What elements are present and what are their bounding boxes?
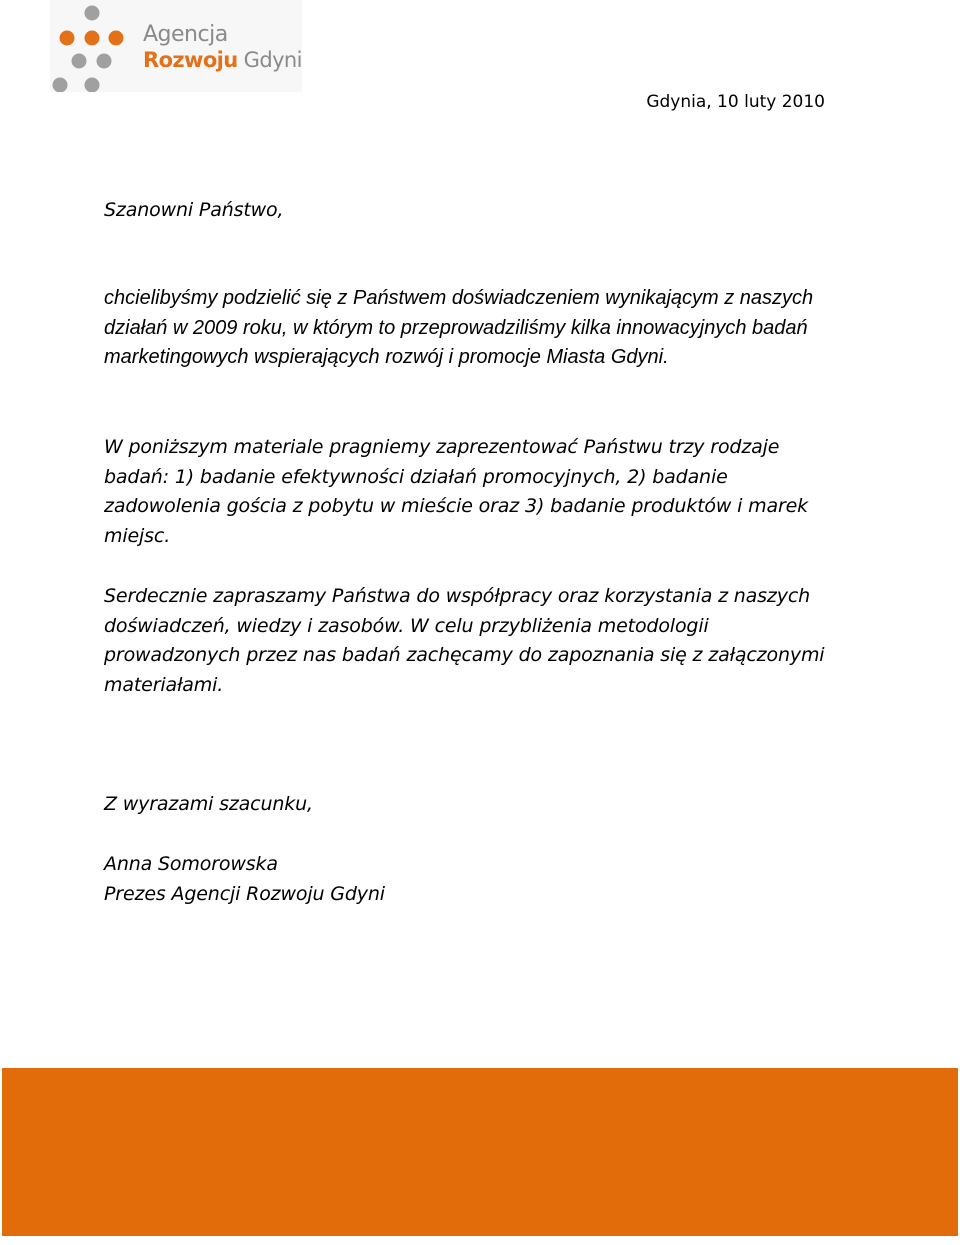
signature-title: Prezes Agencji Rozwoju Gdyni	[104, 883, 385, 905]
signature-name: Anna Somorowska	[104, 853, 278, 875]
letter-paragraph-1: chcielibyśmy podzielić się z Państwem doświadczeniem wynikającym z naszych działań w 2009 roku, w którym to przeprowadziliśmy kilka innowacyjnych badań marketingowych wspierających rozwój i promocje Miasta Gdyni.	[104, 287, 814, 368]
letter-date: Gdynia, 10 luty 2010	[646, 92, 825, 112]
letter-paragraph-3: Serdecznie zapraszamy Państwa do współpracy oraz korzystania z naszych doświadczeń, wiedzy i zasobów. W celu przybliżenia metodologii prowadzonych przez nas badań zachęcamy do zapoznania się z załączonymi materiałami.	[104, 585, 825, 696]
footer-bar	[2, 1068, 958, 1236]
logo	[50, 0, 302, 92]
salutation: Szanowni Państwo,	[104, 199, 284, 221]
logo-name-line1: Agencja	[143, 22, 228, 47]
logo-name-accent: Rozwoju	[143, 48, 238, 72]
logo-name-line2	[143, 48, 302, 72]
letter-paragraph-2: W poniższym materiale pragniemy zaprezentować Państwu trzy rodzaje badań: 1) badanie efektywności działań promocyjnych, 2) badanie zadowolenia gościa z pobytu w mieście oraz 3) badanie produktów i marek miejsc.	[104, 436, 809, 547]
closing: Z wyrazami szacunku,	[104, 793, 313, 815]
logo-dots-icon	[50, 0, 142, 92]
logo-name-rest: Gdyni	[237, 48, 302, 72]
